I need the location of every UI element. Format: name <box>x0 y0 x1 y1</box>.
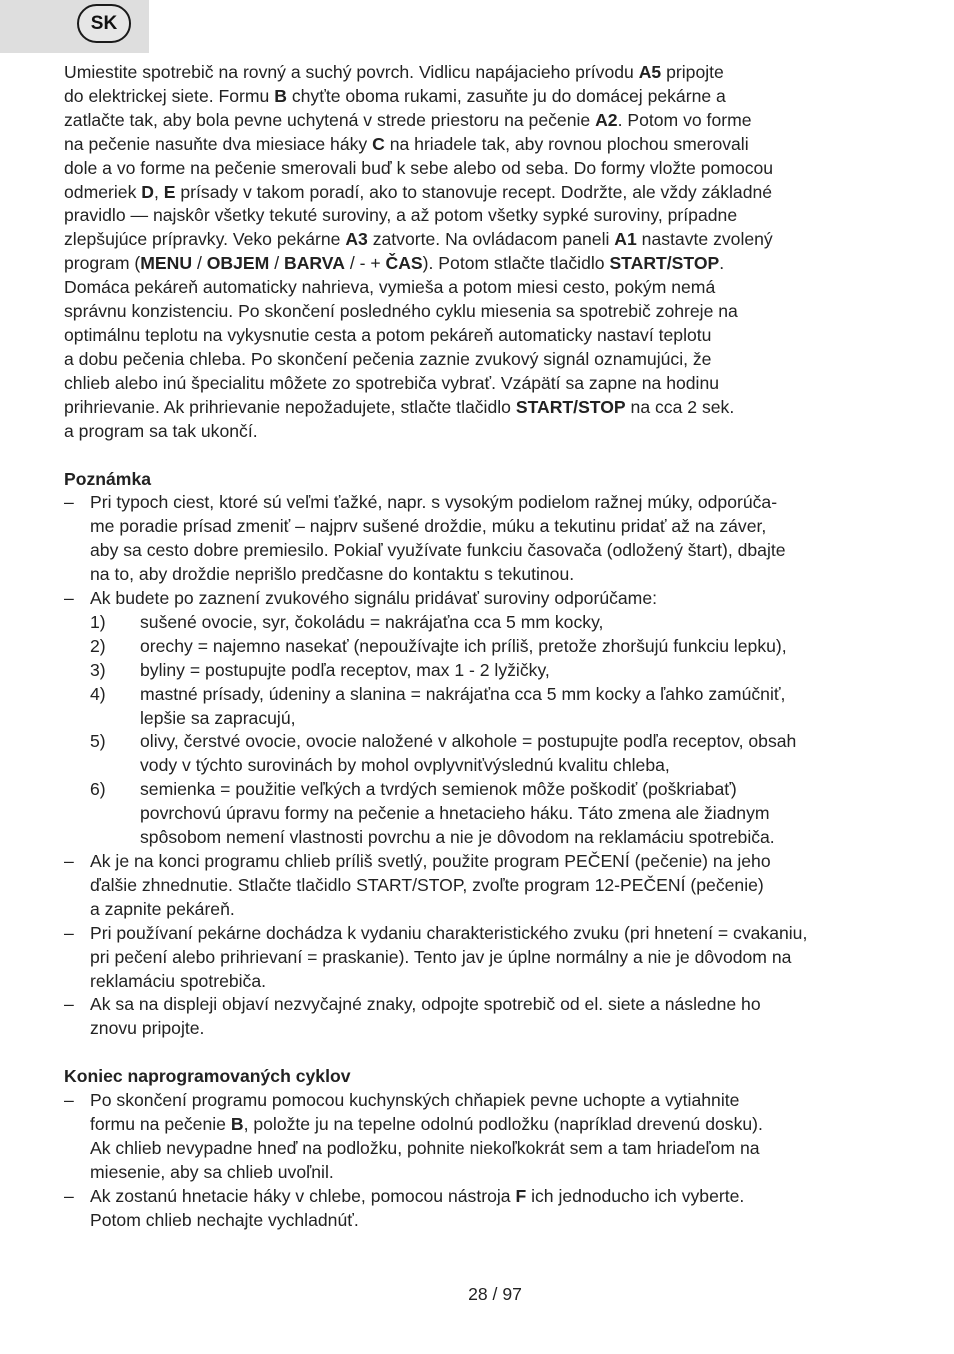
note-item <box>64 993 894 1041</box>
end-line: miesenie, aby sa chlieb uvoľnil. <box>90 1161 334 1182</box>
sub-item-number: 4) <box>90 683 106 704</box>
end-line: Potom chlieb nechajte vychladnúť. <box>90 1209 359 1230</box>
intro-line: správnu konzistenciu. Po skončení posledného cyklu miesenia sa spotrebič zohreje na <box>64 301 738 322</box>
note-line: Pri typoch ciest, ktoré sú veľmi ťažké, napr. s vysokým podielom ražnej múky, odporúča- <box>90 492 778 513</box>
list-dash: – <box>64 922 74 943</box>
note-line: znovu pripojte. <box>90 1018 205 1039</box>
list-dash: – <box>64 492 74 513</box>
end-item <box>64 1185 894 1233</box>
intro-line: zlepšujúce prípravky. Veko pekárne A3 zatvorte. Na ovládacom paneli A1 nastavte zvolený <box>64 229 773 250</box>
sub-item-line: olivy, čerstvé ovocie, ovocie naložené v alkohole = postupujte podľa receptov, obsah <box>140 731 797 752</box>
sub-item <box>90 778 894 850</box>
sub-item-line: vody v týchto surovinách by mohol ovplyvniťvýslednú kvalitu chleba, <box>140 755 670 776</box>
note-item <box>64 922 894 994</box>
end-line: Po skončení programu pomocou kuchynských chňapiek pevne uchopte a vytiahnite <box>90 1090 740 1111</box>
intro-line: optimálnu teplotu na vykysnutie cesta a potom pekáreň automaticky nastaví teplotu <box>64 324 712 345</box>
sub-item <box>90 730 894 778</box>
page-number: 28 / 97 <box>468 1284 522 1304</box>
sub-item <box>90 635 894 659</box>
intro-line: na pečenie nasuňte dva miesiace háky C na hriadele tak, aby rovnou plochou smerovali <box>64 133 749 154</box>
intro-line: a program sa tak ukončí. <box>64 420 258 441</box>
intro-line: Domáca pekáreň automaticky nahrieva, vymieša a potom miesi cesto, pokým nemá <box>64 277 716 298</box>
note-line: Ak je na konci programu chlieb príliš svetlý, použite program PEČENÍ (pečenie) na jeho <box>90 851 771 871</box>
note-line: Ak sa na displeji objaví nezvyčajné znaky, odpojte spotrebič od el. siete a následne ho <box>90 994 761 1015</box>
note-line: Ak budete po zaznení zvukového signálu pridávať suroviny odporúčame: <box>90 588 658 609</box>
list-dash: – <box>64 588 74 609</box>
sub-item <box>90 611 894 635</box>
note-line: me poradie prísad zmeniť – najprv sušené droždie, múku a tekutinu pridať až na záver, <box>90 516 767 537</box>
intro-line: prihrievanie. Ak prihrievanie nepožadujete, stlačte tlačidlo START/STOP na cca 2 sek. <box>64 396 735 417</box>
sub-item <box>90 659 894 683</box>
intro-line: dole a vo forme na pečenie smerovali buď k sebe alebo od seba. Do formy vložte pomocou <box>64 157 774 178</box>
sub-item-line: orechy = najemno nasekať (nepoužívajte ich príliš, pretože zhoršujú funkciu lepku), <box>140 635 787 656</box>
list-dash: – <box>64 1090 74 1111</box>
sub-item-number: 5) <box>90 731 106 752</box>
note-item <box>64 850 894 922</box>
intro-line: odmeriek D, E prísady v takom poradí, ako to stanovuje recept. Dodržte, ale vždy základné <box>64 181 773 202</box>
note-line: reklamáciu spotrebiča. <box>90 970 267 991</box>
end-line: formu na pečenie B, položte ju na tepelne odolnú podložku (napríklad drevenú dosku). <box>90 1114 763 1135</box>
note-item <box>64 587 894 850</box>
intro-line: a dobu pečenia chleba. Po skončení pečenia zaznie zvukový signál oznamujúci, že <box>64 348 712 369</box>
list-dash: – <box>64 1185 74 1206</box>
intro-line: pravidlo — najskôr všetky tekuté suroviny, a až potom všetky sypké suroviny, prípadne <box>64 205 738 226</box>
sub-item-line: povrchovú úpravu formy na pečenie a hnetacieho háku. Táto zmena ale žiadnym <box>140 803 770 824</box>
end-heading: Koniec naprogramovaných cyklov <box>64 1066 351 1087</box>
sub-item-line: byliny = postupujte podľa receptov, max 1 - 2 lyžičky, <box>140 659 550 680</box>
intro-line: Umiestite spotrebič na rovný a suchý povrch. Vidlicu napájacieho prívodu A5 pripojte <box>64 62 724 82</box>
sub-item-line: sušené ovocie, syr, čokoládu = nakrájaťna cca 5 mm kocky, <box>140 611 604 632</box>
language-badge: SK <box>77 4 131 43</box>
end-line: Ak zostanú hnetacie háky v chlebe, pomocou nástroja F ich jednoducho ich vyberte. <box>90 1185 745 1206</box>
note-line: Pri používaní pekárne dochádza k vydaniu charakteristického zvuku (pri hnetení = cvakaniu, <box>90 922 808 943</box>
sub-item-number: 1) <box>90 611 106 632</box>
sub-item-line: lepšie sa zapracujú, <box>140 707 296 728</box>
sub-item-line: mastné prísady, údeniny a slanina = nakrájaťna cca 5 mm kocky a ľahko zamúčniť, <box>140 683 786 704</box>
sub-item-number: 3) <box>90 659 106 680</box>
list-dash: – <box>64 851 74 871</box>
list-dash: – <box>64 994 74 1015</box>
sub-item <box>90 683 894 731</box>
note-line: ďalšie zhnednutie. Stlačte tlačidlo START/STOP, zvoľte program 12-PEČENÍ (pečenie) <box>90 874 764 895</box>
intro-paragraph <box>64 61 894 444</box>
sub-item-number: 2) <box>90 635 106 656</box>
intro-line: do elektrickej siete. Formu B chyťte oboma rukami, zasuňte ju do domácej pekárne a <box>64 85 726 106</box>
note-line: a zapnite pekáreň. <box>90 898 235 919</box>
note-heading: Poznámka <box>64 468 152 489</box>
sub-item-line: semienka = použitie veľkých a tvrdých semienok môže poškodiť (poškriabať) <box>140 779 737 800</box>
page-content <box>64 61 894 1233</box>
end-item <box>64 1089 894 1185</box>
intro-line: chlieb alebo inú špecialitu môžete zo spotrebiča vybrať. Vzápätí sa zapne na hodinu <box>64 372 720 393</box>
end-line: Ak chlieb nevypadne hneď na podložku, pohnite niekoľkokrát sem a tam hriadeľom na <box>90 1137 760 1158</box>
intro-line: program (MENU / OBJEM / BARVA / - + ČAS). Potom stlačte tlačidlo START/STOP. <box>64 253 725 274</box>
language-tab <box>0 0 149 53</box>
intro-line: zatlačte tak, aby bola pevne uchytená v strede priestoru na pečenie A2. Potom vo forme <box>64 109 752 130</box>
note-item <box>64 491 894 587</box>
sub-item-line: spôsobom nemení vlastnosti povrchu a nie je dôvodom na reklamáciu spotrebiča. <box>140 827 775 848</box>
sub-item-number: 6) <box>90 779 106 800</box>
note-line: na to, aby droždie neprišlo predčasne do kontaktu s tekutinou. <box>90 564 575 585</box>
note-line: aby sa cesto dobre premiesilo. Pokiaľ využívate funkciu časovača (odložený štart), dbajte <box>90 540 786 561</box>
note-line: pri pečení alebo prihrievaní = praskanie). Tento jav je úplne normálny a nie je dôvodom na <box>90 946 792 967</box>
